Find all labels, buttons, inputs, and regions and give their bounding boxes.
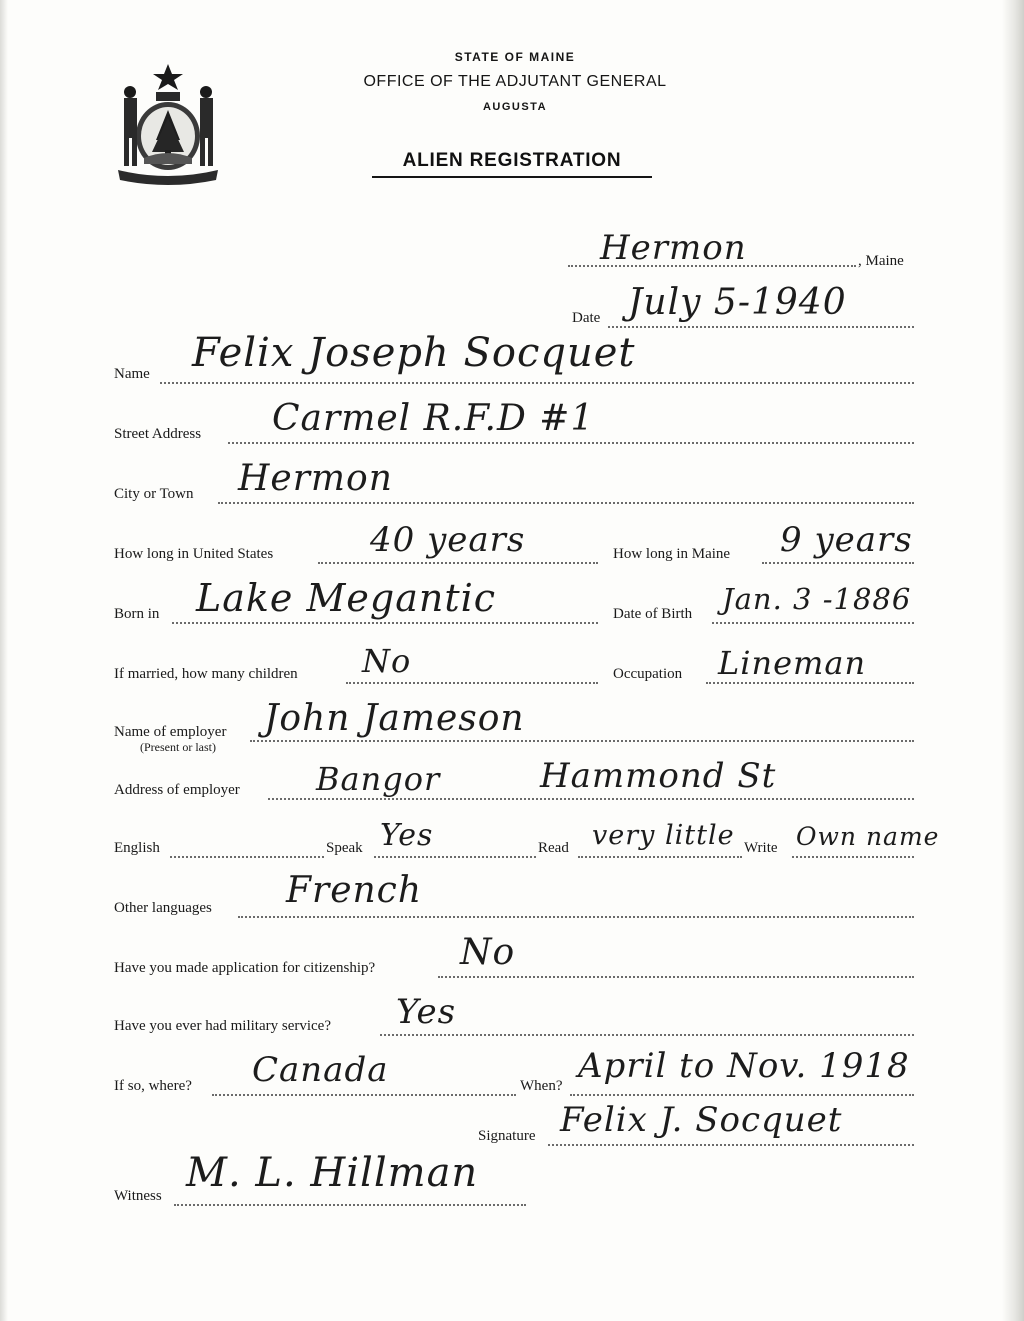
military-line	[380, 1034, 914, 1036]
employer-street-value: Hammond St	[540, 756, 777, 796]
maine-label: , Maine	[858, 253, 904, 269]
employer-name-value: John Jameson	[264, 698, 525, 739]
witness-label: Witness	[114, 1188, 162, 1204]
other-languages-line	[238, 916, 914, 918]
city-town-line	[218, 502, 914, 504]
english-label: English	[114, 840, 160, 856]
signature-label: Signature	[478, 1128, 536, 1144]
when-line	[570, 1094, 914, 1096]
date-label: Date	[572, 310, 601, 326]
form-title: ALIEN REGISTRATION	[372, 150, 652, 178]
occupation-line	[706, 682, 914, 684]
header-state: STATE OF MAINE	[454, 50, 576, 64]
street-address-label: Street Address	[114, 426, 202, 442]
military-label: Have you ever had military service?	[114, 1018, 331, 1034]
born-in-value: Lake Megantic	[196, 576, 497, 620]
where-line	[212, 1094, 516, 1096]
employer-address-label: Address of employer	[114, 782, 240, 798]
occupation-label: Occupation	[613, 666, 683, 682]
date-line	[608, 326, 914, 328]
when-value: April to Nov. 1918	[578, 1046, 910, 1086]
city-town-label: City or Town	[114, 486, 194, 502]
write-label: Write	[744, 840, 778, 856]
city-town-value: Hermon	[238, 458, 393, 499]
other-languages-label: Other languages	[114, 900, 212, 916]
signature-line	[548, 1144, 914, 1146]
how-long-maine-line	[762, 562, 914, 564]
employer-city-value: Bangor	[316, 760, 441, 798]
how-long-us-line	[318, 562, 598, 564]
name-label: Name	[114, 366, 150, 382]
page-edge-right	[1002, 0, 1024, 1321]
date-of-birth-line	[712, 622, 914, 624]
employer-name-line	[250, 740, 914, 742]
born-in-line	[172, 622, 598, 624]
name-value: Felix Joseph Socquet	[192, 330, 636, 376]
how-long-maine-value: 9 years	[780, 520, 913, 560]
when-label: When?	[520, 1078, 563, 1094]
town-value: Hermon	[600, 228, 747, 268]
citizenship-value: No	[460, 932, 516, 973]
read-line	[578, 856, 742, 858]
military-value: Yes	[396, 992, 457, 1032]
speak-line	[374, 856, 536, 858]
read-value: very little	[592, 820, 735, 851]
date-of-birth-value: Jan. 3 -1886	[722, 582, 912, 616]
witness-line	[174, 1204, 526, 1206]
citizenship-label: Have you made application for citizenship?	[114, 960, 376, 976]
born-in-label: Born in	[114, 606, 160, 622]
english-line	[170, 856, 324, 858]
witness-value: M. L. Hillman	[186, 1150, 479, 1196]
maine-state-seal-icon	[112, 62, 224, 186]
header-city: AUGUSTA	[482, 101, 548, 113]
how-long-maine-label: How long in Maine	[613, 546, 731, 562]
page-edge-left	[0, 0, 8, 1321]
occupation-value: Lineman	[718, 644, 867, 682]
date-of-birth-label: Date of Birth	[613, 606, 693, 622]
children-value: No	[362, 642, 412, 680]
read-label: Read	[538, 840, 569, 856]
how-long-us-value: 40 years	[370, 520, 526, 560]
write-line	[792, 856, 914, 858]
employer-name-label: Name of employer	[114, 724, 227, 740]
married-children-line	[346, 682, 598, 684]
street-address-line	[228, 442, 914, 444]
where-label: If so, where?	[114, 1078, 192, 1094]
how-long-us-label: How long in United States	[114, 546, 274, 562]
other-languages-value: French	[286, 870, 423, 911]
signature-value: Felix J. Socquet	[560, 1100, 843, 1140]
name-line	[160, 382, 914, 384]
where-value: Canada	[252, 1050, 389, 1090]
street-address-value: Carmel R.F.D #1	[272, 398, 595, 439]
employer-address-line	[268, 798, 914, 800]
header-office: OFFICE OF THE ADJUTANT GENERAL	[363, 73, 667, 90]
write-value: Own name	[796, 822, 940, 851]
speak-value: Yes	[380, 818, 434, 853]
date-value: July 5-1940	[628, 282, 847, 323]
speak-label: Speak	[326, 840, 363, 856]
married-children-label: If married, how many children	[114, 666, 298, 682]
employer-note-label: (Present or last)	[140, 740, 216, 754]
citizenship-line	[438, 976, 914, 978]
